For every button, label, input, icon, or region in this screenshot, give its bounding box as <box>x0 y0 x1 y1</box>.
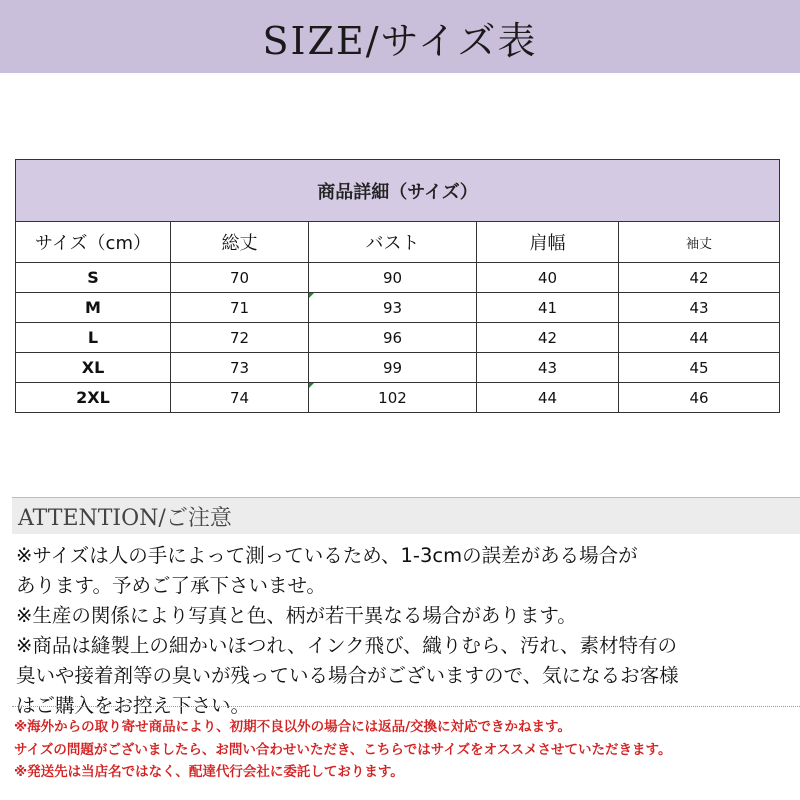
attention-body <box>16 541 796 721</box>
cell-length: 72 <box>171 323 309 353</box>
cell-size: S <box>16 263 171 293</box>
cell-length: 73 <box>171 353 309 383</box>
table-caption: 商品詳細（サイズ） <box>16 160 780 222</box>
cell-length: 70 <box>171 263 309 293</box>
cell-size: XL <box>16 353 171 383</box>
cell-shoulder: 43 <box>477 353 619 383</box>
header-sleeve: 袖丈 <box>619 222 780 263</box>
cell-bust: 102 <box>309 383 477 413</box>
cell-shoulder: 40 <box>477 263 619 293</box>
attention-line: あります。予めご了承下さいませ。 <box>16 574 326 597</box>
shipping-notes <box>14 716 794 784</box>
note-line: サイズの問題がございましたら、お問い合わせいただき、こちらではサイズをオススメさせていただきます。 <box>14 741 672 758</box>
table-row <box>16 383 780 413</box>
cell-sleeve: 43 <box>619 293 780 323</box>
attention-header <box>12 497 800 534</box>
cell-shoulder: 44 <box>477 383 619 413</box>
cell-sleeve: 46 <box>619 383 780 413</box>
cell-size: L <box>16 323 171 353</box>
cell-size: M <box>16 293 171 323</box>
table-caption-row <box>16 160 780 222</box>
divider <box>12 706 800 707</box>
cell-length: 74 <box>171 383 309 413</box>
cell-length: 71 <box>171 293 309 323</box>
header-size: サイズ（cm） <box>16 222 171 263</box>
cell-bust: 90 <box>309 263 477 293</box>
cell-sleeve: 45 <box>619 353 780 383</box>
note-line: ※発送先は当店名ではなく、配達代行会社に委託しております。 <box>14 764 404 780</box>
attention-line: ※生産の関係により写真と色、柄が若干異なる場合があります。 <box>16 604 577 627</box>
attention-line: はご購入をお控え下さい。 <box>16 694 251 717</box>
cell-sleeve: 42 <box>619 263 780 293</box>
table-row <box>16 293 780 323</box>
table-row <box>16 263 780 293</box>
header-banner <box>0 0 800 73</box>
attention-line: ※商品は縫製上の細かいほつれ、インク飛び、織りむら、汚れ、素材特有の <box>16 634 678 657</box>
cell-shoulder: 42 <box>477 323 619 353</box>
table-header-row <box>16 222 780 263</box>
header-bust: バスト <box>309 222 477 263</box>
cell-bust: 96 <box>309 323 477 353</box>
attention-line: 臭いや接着剤等の臭いが残っている場合がございますので、気になるお客様 <box>16 664 679 687</box>
size-table <box>15 159 780 413</box>
attention-title: ATTENTION/ご注意 <box>18 505 232 531</box>
table-row <box>16 323 780 353</box>
cell-shoulder: 41 <box>477 293 619 323</box>
cell-size: 2XL <box>16 383 171 413</box>
cell-bust: 93 <box>309 293 477 323</box>
cell-bust: 99 <box>309 353 477 383</box>
page-title: SIZE/サイズ表 <box>262 19 538 63</box>
attention-line: ※サイズは人の手によって測っているため、1-3cmの誤差がある場合が <box>16 544 638 567</box>
note-line: ※海外からの取り寄せ商品により、初期不良以外の場合には返品/交換に対応できかねます。 <box>14 719 571 735</box>
header-shoulder: 肩幅 <box>477 222 619 263</box>
cell-sleeve: 44 <box>619 323 780 353</box>
table-row <box>16 353 780 383</box>
header-length: 総丈 <box>171 222 309 263</box>
